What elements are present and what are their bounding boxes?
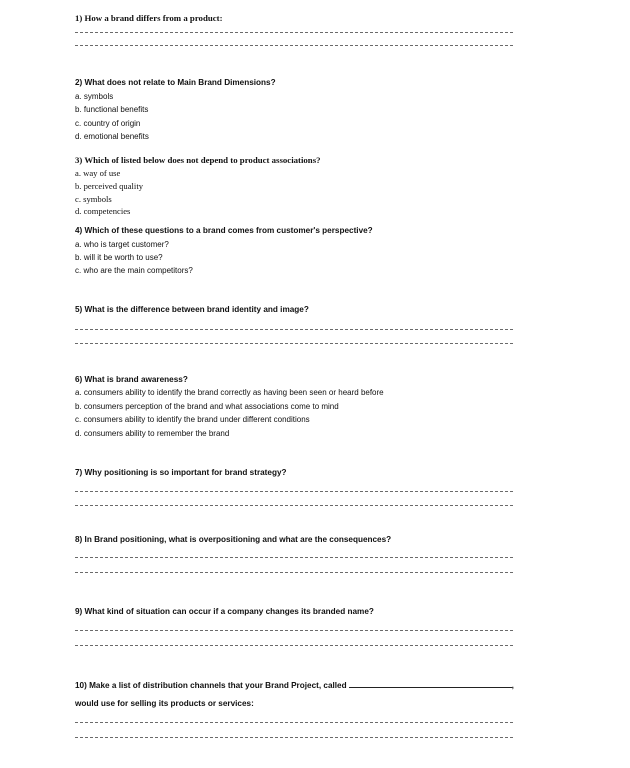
q3-option-d: d. competencies [75,206,131,216]
answer-line[interactable] [75,505,513,506]
answer-line[interactable] [75,491,513,492]
answer-line[interactable] [75,343,513,344]
question-5-title: 5) What is the difference between brand identity and image? [75,305,309,314]
q6-option-c: c. consumers ability to identify the brand under different conditions [75,415,310,424]
answer-line[interactable] [75,32,513,33]
q4-option-a: a. who is target customer? [75,240,169,249]
q4-option-b: b. will it be worth to use? [75,253,163,262]
question-10-continuation: would use for selling its products or services: [75,699,254,708]
answer-line[interactable] [75,722,513,723]
answer-line[interactable] [75,45,513,46]
question-10-comma: , [511,681,514,690]
question-7-title: 7) Why positioning is so important for brand strategy? [75,468,287,477]
q2-option-a: a. symbols [75,92,114,101]
question-8-title: 8) In Brand positioning, what is overpositioning and what are the consequences? [75,535,392,544]
q2-option-c: c. country of origin [75,119,141,128]
question-10-text: 10) Make a list of distribution channels that your Brand Project, called [75,681,347,690]
q3-option-b: b. perceived quality [75,181,144,191]
q6-option-b: b. consumers perception of the brand and what associations come to mind [75,402,339,411]
q3-option-c: c. symbols [75,194,112,204]
question-6-title: 6) What is brand awareness? [75,375,188,384]
question-3-title: 3) Which of listed below does not depend to product associations? [75,155,321,165]
question-2-title: 2) What does not relate to Main Brand Dimensions? [75,78,276,87]
answer-line[interactable] [75,572,513,573]
q2-option-b: b. functional benefits [75,105,149,114]
answer-line[interactable] [75,737,513,738]
answer-line[interactable] [75,557,513,558]
q4-option-c: c. who are the main competitors? [75,266,193,275]
q6-option-d: d. consumers ability to remember the brand [75,429,230,438]
question-9-title: 9) What kind of situation can occur if a company changes its branded name? [75,607,374,616]
question-4-title: 4) Which of these questions to a brand comes from customer's perspective? [75,226,373,235]
q6-option-a: a. consumers ability to identify the brand correctly as having been seen or heard before [75,388,384,397]
question-1-title: 1) How a brand differs from a product: [75,13,223,23]
answer-line[interactable] [75,329,513,330]
project-name-blank[interactable] [349,680,512,688]
q2-option-d: d. emotional benefits [75,132,149,141]
answer-line[interactable] [75,645,513,646]
question-10-title [75,680,514,690]
answer-line[interactable] [75,630,513,631]
q3-option-a: a. way of use [75,168,121,178]
